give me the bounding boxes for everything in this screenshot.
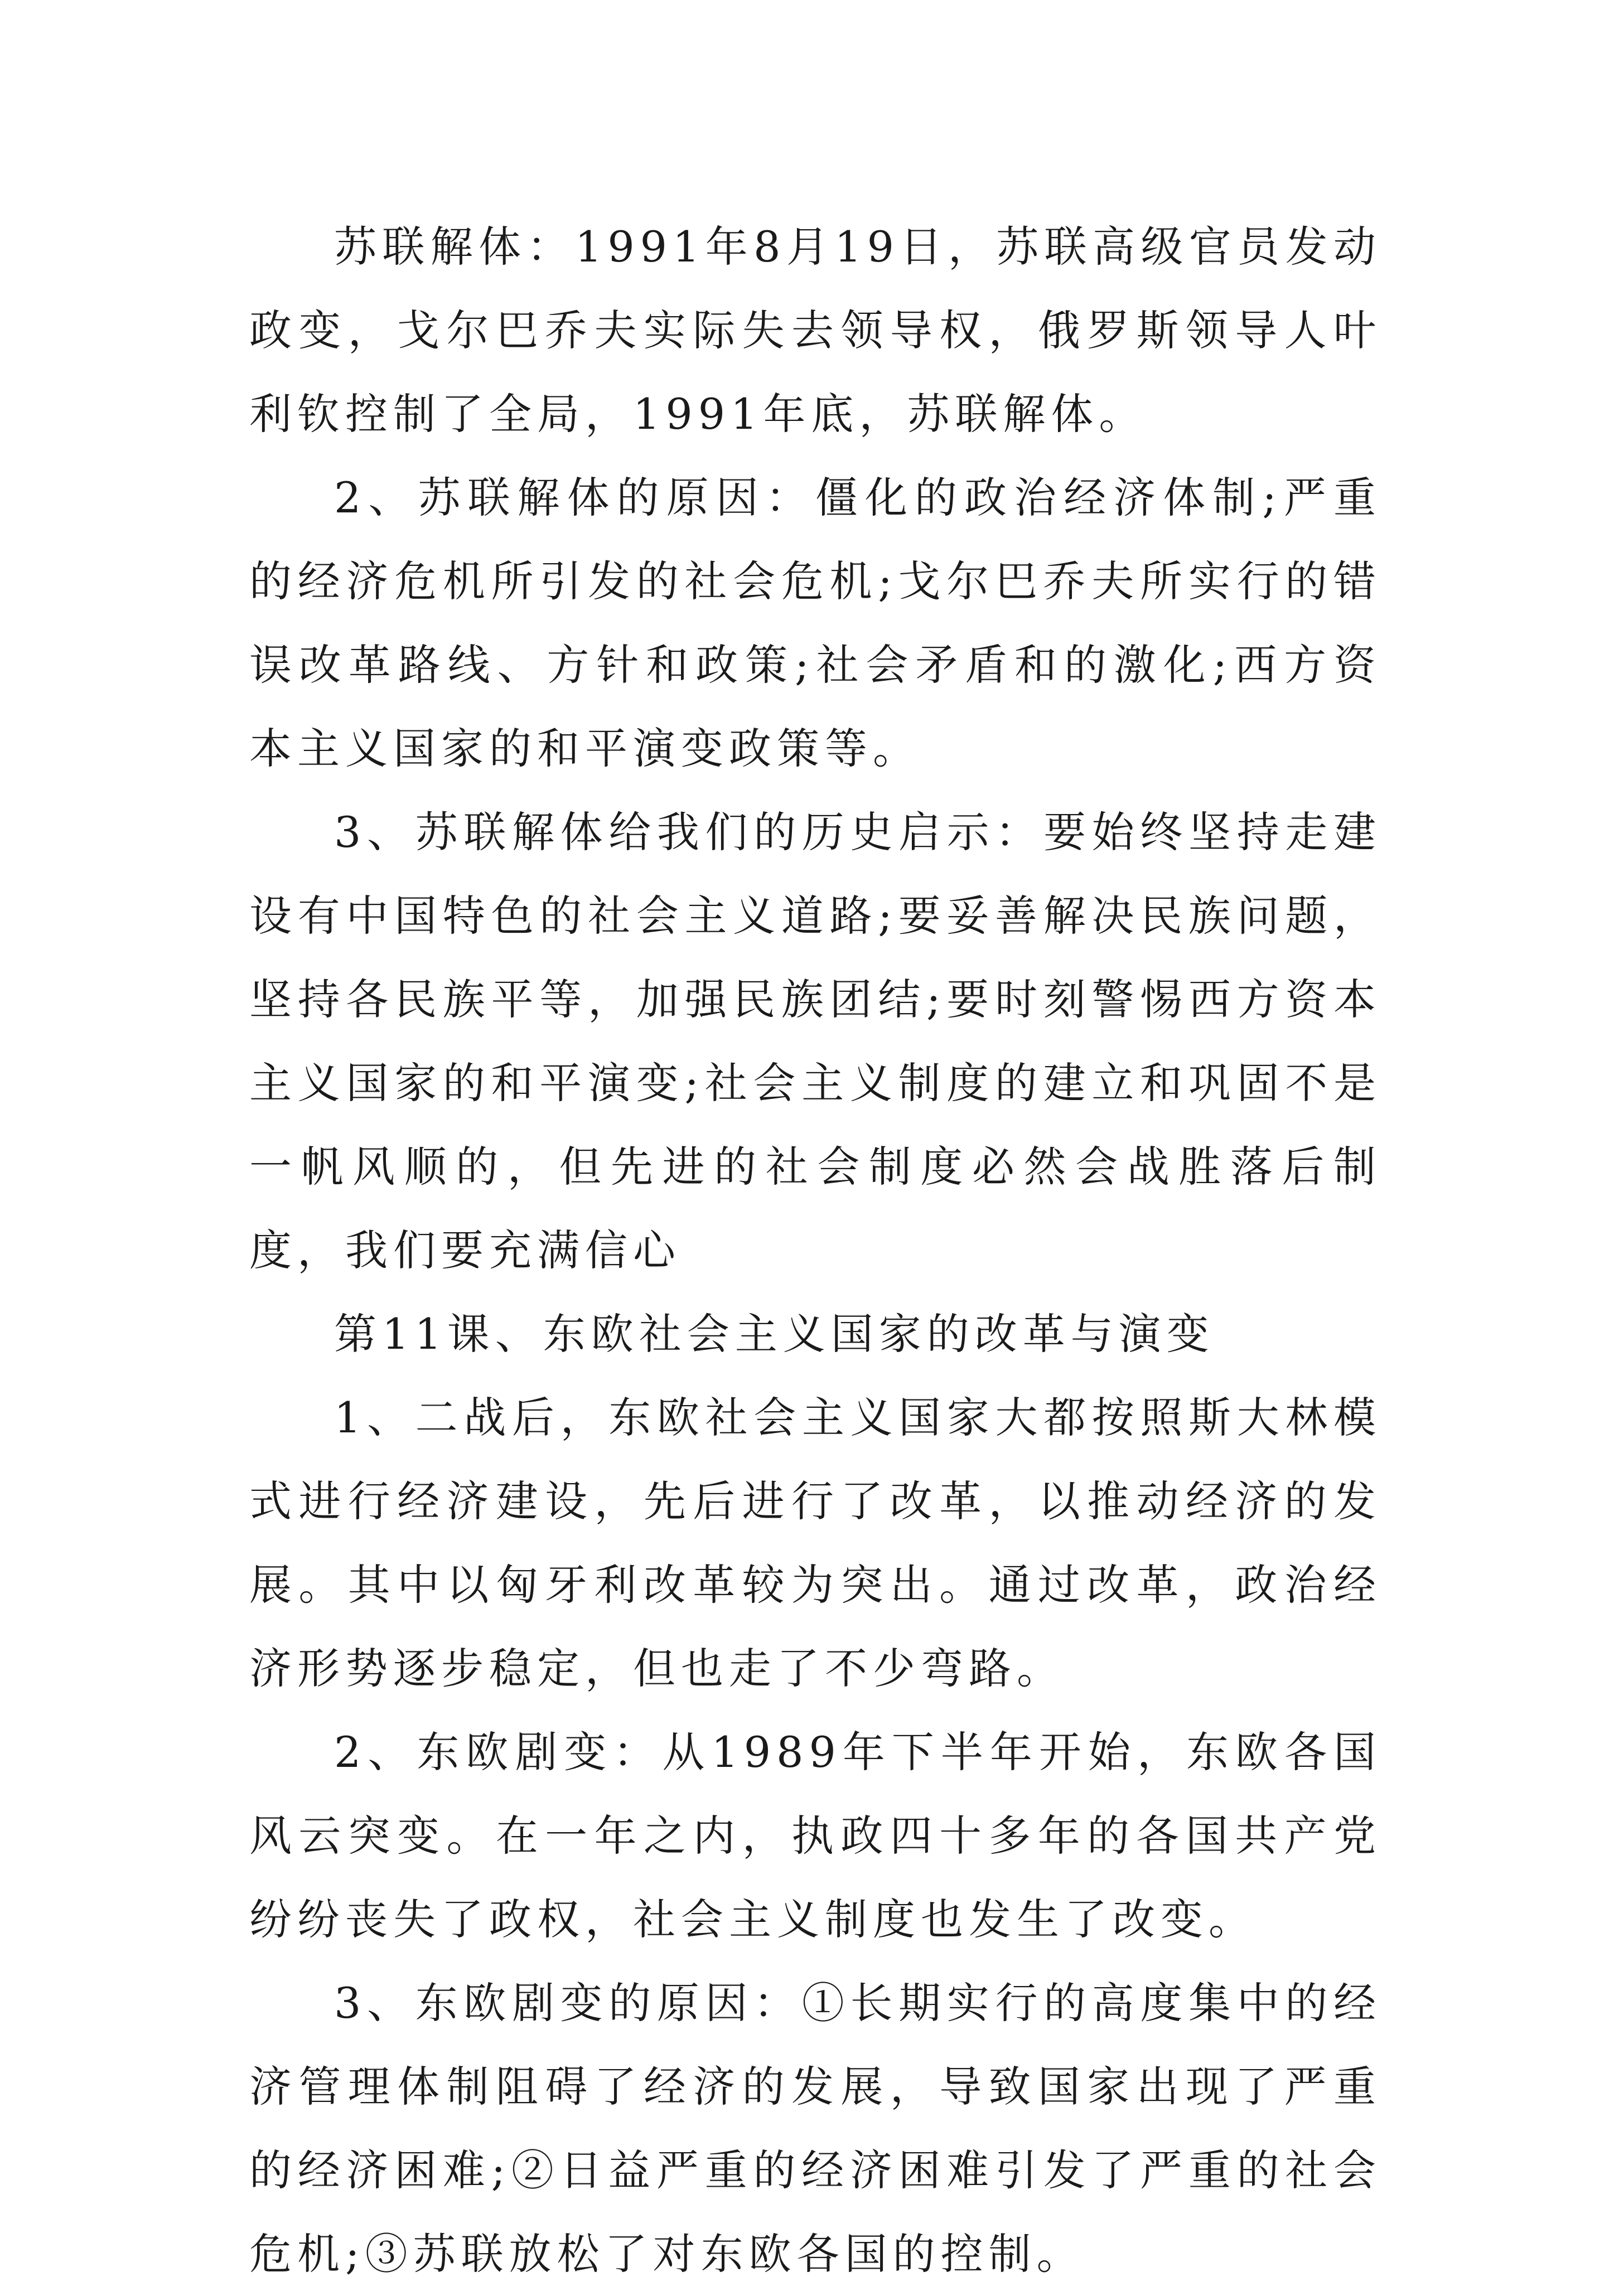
document-body xyxy=(249,205,1381,2296)
paragraph-historical-lessons: 3、苏联解体给我们的历史启示：要始终坚持走建设有中国特色的社会主义道路;要妥善解决民族问题，坚持各民族平等，加强民族团结;要时刻警惕西方资本主义国家的和平演变;社会主义制度的建立和巩固不是一帆风顺的，但先进的社会制度必然会战胜落后制度，我们要充满信心 xyxy=(249,807,1381,1275)
lesson-heading: 第11课、东欧社会主义国家的改革与演变 xyxy=(334,1309,1215,1359)
paragraph-upheaval-causes: 3、东欧剧变的原因：①长期实行的高度集中的经济管理体制阻碍了经济的发展，导致国家出现了严重的经济困难;②日益严重的经济困难引发了严重的社会危机;③苏联放松了对东欧各国的控制。 xyxy=(249,1978,1381,2279)
paragraph-dissolution-causes: 2、苏联解体的原因：僵化的政治经济体制;严重的经济危机所引发的社会危机;戈尔巴乔夫所实行的错误改革路线、方针和政策;社会矛盾和的激化;西方资本主义国家的和平演变政策等。 xyxy=(249,473,1381,773)
paragraph-soviet-dissolution: 苏联解体：1991年8月19日，苏联高级官员发动政变，戈尔巴乔夫实际失去领导权，俄罗斯领导人叶利钦控制了全局，1991年底，苏联解体。 xyxy=(249,222,1381,439)
paragraph-eastern-europe-reform: 1、二战后，东欧社会主义国家大都按照斯大林模式进行经济建设，先后进行了改革，以推动经济的发展。其中以匈牙利改革较为突出。通过改革，政治经济形势逐步稳定，但也走了不少弯路。 xyxy=(249,1393,1381,1693)
paragraph-eastern-europe-upheaval: 2、东欧剧变：从1989年下半年开始，东欧各国风云突变。在一年之内，执政四十多年的各国共产党纷纷丧失了政权，社会主义制度也发生了改变。 xyxy=(249,1727,1381,1944)
